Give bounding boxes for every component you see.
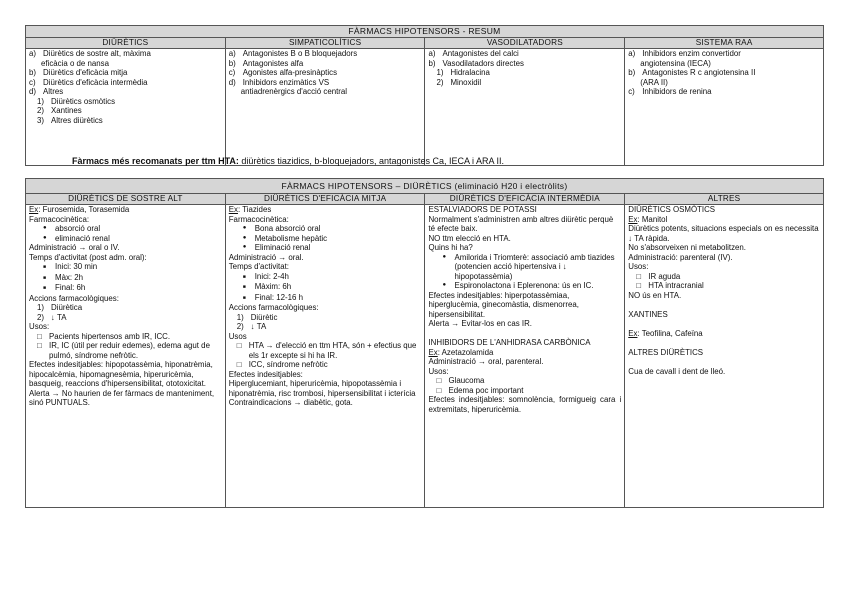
list-text: ↓ TA [250,322,267,331]
list-marker: □ [436,385,442,395]
list-marker: 2) [236,322,244,331]
header-sostre-alt: DIÜRÈTICS DE SOSTRE ALT [26,194,226,205]
list-marker: b) [428,58,436,68]
list-item [229,282,422,293]
list-text: Pacients hipertensos amb IR, ICC. [49,331,171,341]
list-item [29,273,222,284]
list-text: Diürètics de sostre alt, màxima [43,49,151,58]
list-text: Diürètic [250,312,278,322]
list-item [428,338,621,348]
list-item [628,329,820,339]
list-item [229,370,422,380]
list-text: eliminació renal [55,233,110,243]
list-text: antiadrenèrgics d'acció central [240,87,348,96]
list-item [428,78,621,88]
list-text: Diürètics d'eficàcia intermèdia [43,77,148,87]
list-item [29,389,222,408]
list-item [628,87,820,97]
list-text: DIÜRÈTICS OSMÒTICS [628,205,716,214]
list-text: Glaucoma [448,376,485,385]
list-marker: d) [29,87,37,96]
list-text: Temps d'activitat: [228,262,290,271]
list-item [428,49,621,59]
list-text: Accions farmacològiques: [29,293,119,303]
list-marker: □ [636,271,642,281]
list-text: Accions farmacològiques: [228,303,319,312]
list-text: Bona absorció oral [254,224,321,233]
list-marker: ■ [242,294,246,301]
cell-eficacia-mitja [225,205,425,508]
list-item [29,59,222,69]
list-item [29,262,222,273]
list-item [229,313,422,323]
list-text: (ARA II) [640,77,668,87]
list-text: IR, IC (útil per reduir edemes), edema agut de pulmó, síndrome nefròtic. [49,341,210,360]
list-item [428,395,621,414]
list-item [428,234,621,244]
header-sistema-raa: SISTEMA RAA [625,38,824,49]
list-text: XANTINES [628,309,668,319]
summary-title: FÀRMACS HIPOTENSORS - RESUM [26,26,824,38]
list-marker: □ [636,281,642,290]
list-text: eficàcia o de nansa [41,58,109,68]
list-item [229,272,422,283]
diuretics-title: FÀRMACS HIPOTENSORS – DIÜRÈTICS (eliminació H20 i electròlits) [26,179,824,194]
list-text: Màx: 2h [55,272,84,282]
recommendation-label: Fàrmacs més recomanats per ttm HTA: [72,156,239,166]
list-text: Temps d'activitat (post adm. oral): [29,252,147,262]
list-item [628,357,820,367]
list-text: ↓ TA [51,312,67,322]
list-marker: c) [228,68,236,77]
list-text: NO ús en HTA. [628,290,682,300]
list-item [229,332,422,342]
diuretics-table [25,178,824,508]
list-marker: b) [628,68,636,77]
list-marker: □ [236,360,242,369]
header-simpaticolitics: SIMPATICOLÍTICS [225,38,425,49]
list-item [628,205,820,215]
list-item [29,243,222,253]
list-item [229,253,422,263]
list-text: Inhibidors enzim convertidor [642,49,741,58]
list-marker: ● [442,282,447,288]
list-item [628,348,820,358]
list-item [229,293,422,304]
list-marker: d) [228,77,236,87]
list-item [628,243,820,253]
list-text: Màxim: 6h [254,282,292,291]
recommendation-note [72,156,504,166]
list-item [628,49,820,59]
list-text: ICC, síndrome nefròtic [248,360,328,369]
list-item [29,78,222,88]
list-marker: ■ [43,285,47,291]
summary-cell-diuretics [26,49,226,166]
list-text: Efectes indesitjables: hiperpotassèmiaa, hiperglucèmia, ginecomàstia, dismenorrea, hipersensibilitat. [428,290,579,319]
list-marker: □ [436,376,442,385]
list-marker: a) [29,49,37,58]
list-marker: ■ [242,284,246,290]
list-item [29,253,222,263]
list-item [29,294,222,304]
list-marker: 1) [37,303,45,312]
cell-eficacia-intermedia [425,205,625,508]
list-item [229,224,422,234]
list-text: Metabolisme hepàtic [254,233,328,243]
list-item [628,224,820,243]
summary-cell-sistema-raa [625,49,824,166]
list-item [628,68,820,78]
list-text: ALTRES DIÜRÈTICS [628,347,704,357]
list-text: HTA intracranial [648,281,704,290]
list-marker: a) [428,49,436,58]
list-marker: b) [228,58,236,68]
list-text: No s'absorveixen ni metabolitzen. [628,243,746,252]
list-text: Efectes indesitjables: [228,369,303,379]
recommendation-text: diürètics tiazidics, b-bloquejadors, antagonistes Ca, IECA i ARA II. [238,156,505,166]
list-item [29,303,222,313]
list-text: Alerta → Evitar-los en cas IR. [428,319,532,328]
list-text: Contraindicacions → diabètic, gota. [228,398,353,407]
list-text: Amilorida i Triomterè: associació amb tiazides (potencien acció hipertensiva i ↓ hipopotassèmia) [454,252,615,281]
list-item [229,262,422,272]
list-marker: ● [43,225,47,231]
list-text: Xantines [51,106,82,115]
list-text: Antagonistes B o B bloquejadors [242,49,358,58]
list-item [428,319,621,329]
list-item [229,215,422,225]
list-marker: 1) [236,312,244,322]
list-text: HTA → d'elecció en ttm HTA, són + efectius que els 1r excepte si hi ha IR. [248,341,417,360]
list-item [428,59,621,69]
list-marker: 1) [436,68,444,77]
list-item [428,281,621,291]
list-item [229,205,422,215]
list-text: Diürètica [51,303,83,312]
list-text: Antagonistes R c angiotensina II [642,68,756,77]
list-item [628,300,820,310]
header-vasodilatadors: VASODILATADORS [425,38,625,49]
list-text: Eliminació renal [254,243,311,252]
list-item [229,360,422,370]
list-text: Efectes indesitjables: hipopotassèmia, hiponatrèmia, hipocalcèmia, hipomagnesèmia, hiperuricèmia, basqueig, reaccions d'hipersensibilitat, ototoxicitat. [29,360,213,388]
list-text: Agonistes alfa-presinàptics [242,68,338,77]
list-text: Edema poc important [448,385,524,395]
list-item [229,243,422,253]
list-item [229,49,422,59]
list-item [29,360,222,389]
list-text: Altres diürètics [51,115,103,125]
list-text: NO ttm elecció en HTA. [428,233,511,243]
list-text: Usos: [428,366,449,376]
list-item [428,357,621,367]
list-text: Diürètics potents, situacions especials on es necessita ↓ TA ràpida. [628,224,819,243]
list-text: IR aguda [648,271,681,281]
list-item [29,205,222,215]
list-marker: c) [29,77,36,87]
list-item [628,215,820,225]
list-marker: 3) [37,115,45,125]
list-item [428,253,621,282]
list-marker: ■ [43,264,47,270]
list-text: Hiperglucemiant, hiperuricèmia, hipopotassèmia i hiponatrèmia, risc trombosi, hipersensibilitat i icterícia [228,379,416,398]
list-item [229,322,422,332]
list-text: Ex: Azetazolamida [428,347,494,357]
list-item [229,398,422,408]
list-text: Administració → oral. [228,252,304,262]
list-marker: ■ [242,273,246,280]
list-item [428,205,621,215]
list-text: Inhibidors de renina [642,87,712,96]
list-text: Diürètics osmòtics [51,96,116,106]
list-text: Usos: [29,322,50,331]
list-marker: ■ [43,274,47,281]
list-text: Altres [43,87,64,96]
list-item [428,386,621,396]
list-item [428,215,621,234]
list-marker: ● [242,234,247,241]
list-text: Quins hi ha? [428,243,473,252]
list-text: Ex: Tiazides [228,205,272,214]
list-item [229,303,422,313]
list-marker: □ [37,341,42,350]
list-item [628,59,820,69]
list-item [29,224,222,234]
list-text: Farmacocinètica: [228,214,289,224]
list-item [229,68,422,78]
list-marker: b) [29,68,37,77]
cell-altres [625,205,824,508]
list-item [229,87,422,97]
list-text: Usos [228,331,247,341]
list-text: Vasodilatadors directes [442,58,524,68]
list-item [428,348,621,358]
list-text: Alerta → No haurien de fer fàrmacs de manteniment, sinó PUNTUALS. [29,388,215,407]
list-item [29,68,222,78]
list-text: Farmacocinètica: [29,214,90,224]
list-text: Administració: parenteral (IV). [628,252,733,262]
list-item [229,234,422,244]
list-item [29,87,222,97]
list-marker: ● [242,244,247,250]
list-item [428,376,621,386]
list-text: Ex: Teofilina, Cafeïna [628,328,703,338]
summary-cell-vasodilatadors [425,49,625,166]
summary-cell-simpaticolitics [225,49,425,166]
header-eficacia-mitja: DIÜRÈTICS D'EFICÀCIA MITJA [225,194,425,205]
list-text: Ex: Furosemida, Torasemida [29,205,130,214]
list-item [29,341,222,360]
list-marker: a) [628,49,636,58]
list-text: Final: 6h [55,283,86,292]
list-marker: 1) [37,96,45,106]
list-item [29,116,222,126]
list-item [29,106,222,116]
header-altres: ALTRES [625,194,824,205]
list-text: absorció oral [55,224,101,233]
cell-sostre-alt [26,205,226,508]
list-marker: □ [236,341,242,350]
list-item [628,367,820,377]
list-item [628,338,820,348]
list-item [428,367,621,377]
header-diuretics: DIÜRÈTICS [26,38,226,49]
list-marker: □ [37,331,42,341]
list-text: Efectes indesitjables: somnolència, formigueig cara i extremitats, hiperuricèmia. [428,395,622,414]
list-item [29,322,222,332]
list-item [628,319,820,329]
list-text: Espironolactona i Eplerenona: ús en IC. [454,281,594,290]
list-item [29,313,222,323]
header-eficacia-intermedia: DIÜRÈTICS D'EFICÀCIA INTERMÈDIA [425,194,625,205]
list-marker: 2) [37,106,45,115]
list-item [628,253,820,263]
list-text: Administració → oral o IV. [29,243,120,252]
list-item [229,379,422,398]
list-item [29,283,222,294]
list-text: Hidralacina [450,68,490,77]
list-text: INHIBIDORS DE L'ANHIDRASA CARBÒNICA [428,338,591,347]
list-item [29,97,222,107]
list-item [29,215,222,225]
list-marker: ● [442,253,447,260]
list-marker: c) [628,87,635,96]
list-marker: ● [43,234,47,241]
list-text: Usos: [628,262,649,271]
list-item [229,78,422,88]
list-text: angiotensina (IECA) [640,58,711,68]
list-item [29,332,222,342]
list-item [628,291,820,301]
list-item [628,281,820,291]
list-text: Inici: 30 min [55,262,98,271]
list-item [428,243,621,253]
list-item [628,78,820,88]
list-marker: 2) [37,312,45,322]
list-item [628,262,820,272]
list-item [428,329,621,339]
list-marker: a) [228,49,236,58]
list-text: Final: 12-16 h [254,292,303,302]
list-item [229,59,422,69]
list-text: Normalment s'administren amb altres diürètic perquè té efecte baix. [428,214,614,233]
list-text: Administració → oral, parenteral. [428,357,544,366]
list-text: Diürètics d'eficàcia mitja [43,68,128,77]
list-text: Inhibidors enzimàtics VS [242,77,330,87]
list-text: Cua de cavall i dent de lleó. [628,366,726,376]
list-text: Minoxidil [450,77,482,87]
list-item [628,310,820,320]
list-text: Antagonistes del calci [442,49,519,58]
list-text: ESTALVIADORS DE POTASSI [428,205,537,214]
list-item [29,49,222,59]
list-text: Ex: Manitol [628,214,668,224]
list-text: Antagonistes alfa [242,58,304,68]
list-item [628,272,820,282]
list-text: Inici: 2-4h [254,271,289,281]
list-marker: 2) [436,77,444,87]
list-marker: ● [242,225,247,231]
summary-table [25,25,824,166]
list-item [428,291,621,320]
list-item [229,341,422,360]
list-item [29,234,222,244]
list-item [428,68,621,78]
